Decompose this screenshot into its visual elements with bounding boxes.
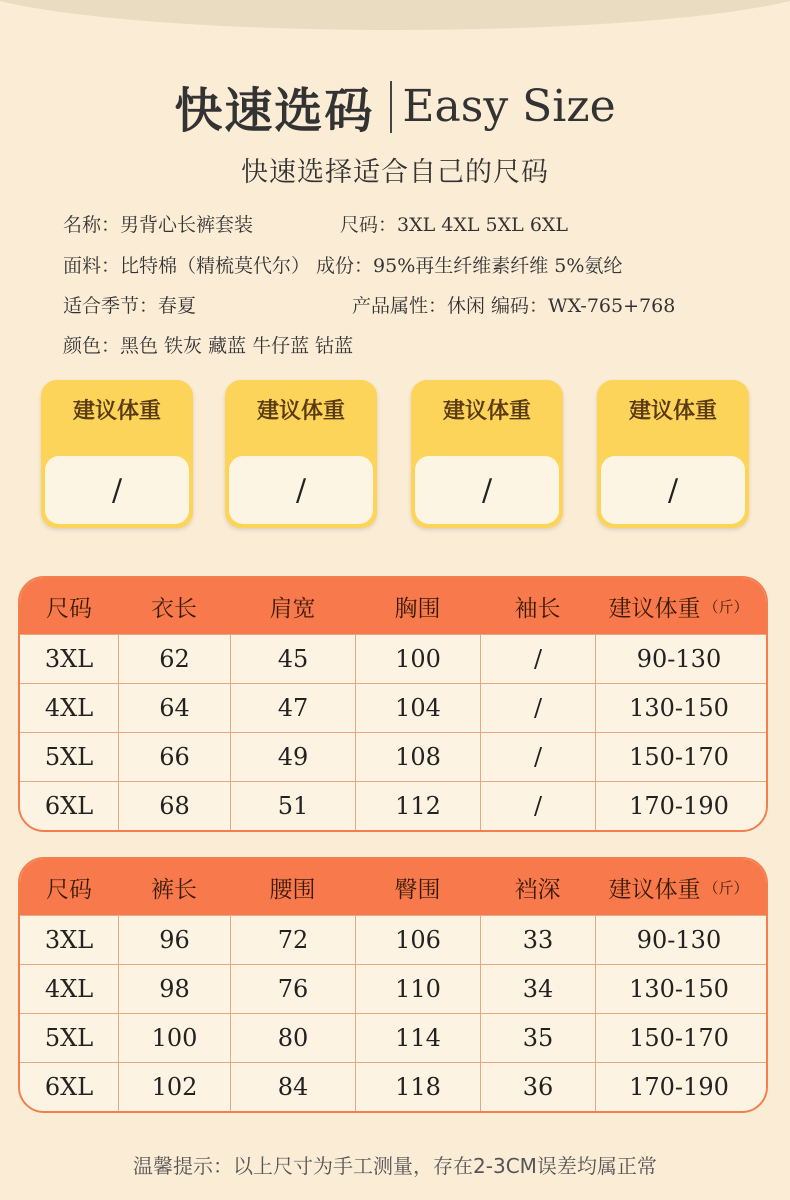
table-cell: /	[480, 782, 595, 830]
table-cell: 104	[355, 684, 480, 732]
weight-card-label: 建议体重	[442, 399, 531, 424]
table-cell: 100	[355, 635, 480, 683]
weight-card	[225, 380, 377, 528]
header-cell: 胸围	[394, 595, 441, 622]
table-cell: 100	[118, 1014, 230, 1062]
table-cell: 5XL	[44, 1024, 94, 1052]
table-cell: 3XL	[44, 926, 94, 954]
table-cell: 90-130	[595, 635, 762, 683]
header-cell-weight	[595, 859, 762, 915]
table-cell: 35	[480, 1014, 595, 1062]
table-cell: 68	[118, 782, 230, 830]
table-cell: 110	[355, 965, 480, 1013]
bottom-size-table	[18, 857, 768, 1113]
header-cell: 尺码	[46, 876, 92, 903]
table-cell: 47	[230, 684, 355, 732]
header-cell: 袖长	[514, 595, 561, 622]
weight-card-label: 建议体重	[628, 399, 717, 424]
table-cell: 130-150	[595, 965, 762, 1013]
header-cell: 肩宽	[269, 595, 316, 622]
table-row	[20, 1013, 766, 1062]
table-cell: 108	[355, 733, 480, 781]
table-cell: 102	[118, 1063, 230, 1111]
header-cell-weight	[595, 578, 762, 634]
weight-card-value: /	[45, 456, 189, 524]
weight-card	[597, 380, 749, 528]
title-english: Easy Size	[402, 81, 616, 132]
top-decoration	[0, 0, 790, 30]
table-row	[20, 915, 766, 964]
table-cell: 66	[118, 733, 230, 781]
weight-card-value: /	[415, 456, 559, 524]
table-cell: 51	[230, 782, 355, 830]
header-cell: 衣长	[151, 595, 197, 622]
table-cell: 80	[230, 1014, 355, 1062]
table-cell: /	[480, 733, 595, 781]
table-cell: 84	[230, 1063, 355, 1111]
table-cell: 114	[355, 1014, 480, 1062]
header-cell: 裆深	[514, 876, 561, 903]
table-cell: 150-170	[595, 1014, 762, 1062]
table-cell: 5XL	[44, 743, 94, 771]
table-row	[20, 964, 766, 1013]
table-cell: /	[480, 684, 595, 732]
table-row	[20, 732, 766, 781]
header-cell: 尺码	[46, 595, 92, 622]
table-row	[20, 1062, 766, 1111]
table-row	[20, 634, 766, 683]
table-row	[20, 683, 766, 732]
table-cell: 36	[480, 1063, 595, 1111]
table-cell: 6XL	[44, 792, 94, 820]
header-cell: 裤长	[151, 876, 197, 903]
page-title	[0, 72, 790, 141]
spec-fabric: 面料：比特棉（精梳莫代尔） 成份：95%再生纤维素纤维 5%氨纶	[63, 255, 623, 277]
table-cell: 72	[230, 916, 355, 964]
weight-card-label: 建议体重	[72, 399, 161, 424]
table-cell: 6XL	[44, 1073, 94, 1101]
table-cell: 96	[118, 916, 230, 964]
spec-colors: 颜色：黑色 铁灰 藏蓝 牛仔蓝 钴蓝	[63, 335, 354, 357]
table-cell: 76	[230, 965, 355, 1013]
table-cell: 4XL	[44, 694, 94, 722]
table-cell: 98	[118, 965, 230, 1013]
weight-card-label: 建议体重	[256, 399, 345, 424]
table-cell: 170-190	[595, 1063, 762, 1111]
spec-sizes: 尺码：3XL 4XL 5XL 6XL	[340, 214, 569, 236]
weight-card-value: /	[601, 456, 745, 524]
table-cell: 49	[230, 733, 355, 781]
table-cell: 33	[480, 916, 595, 964]
spec-name: 名称：男背心长裤套装	[63, 214, 254, 236]
header-weight-unit: （斤）	[703, 597, 749, 616]
table-header-row	[20, 859, 766, 915]
weight-card	[411, 380, 563, 528]
table-cell: 106	[355, 916, 480, 964]
header-weight-label: 建议体重	[608, 876, 701, 903]
table-cell: 118	[355, 1063, 480, 1111]
title-chinese: 快速选码	[174, 83, 375, 139]
header-weight-unit: （斤）	[703, 878, 749, 897]
spec-attributes: 产品属性：休闲 编码：WX-765+768	[352, 295, 676, 317]
table-cell: 90-130	[595, 916, 762, 964]
table-cell: 34	[480, 965, 595, 1013]
header-cell: 臀围	[394, 876, 441, 903]
table-cell: 64	[118, 684, 230, 732]
table-cell: 150-170	[595, 733, 762, 781]
weight-card-value: /	[229, 456, 373, 524]
table-header-row	[20, 578, 766, 634]
table-cell: 170-190	[595, 782, 762, 830]
top-size-table	[18, 576, 768, 832]
measurement-note: 温馨提示：以上尺寸为手工测量，存在2-3CM误差均属正常	[133, 1154, 657, 1178]
table-cell: 4XL	[44, 975, 94, 1003]
table-cell: 3XL	[44, 645, 94, 673]
spec-season: 适合季节：春夏	[63, 295, 197, 317]
table-cell: 62	[118, 635, 230, 683]
table-cell: 45	[230, 635, 355, 683]
weight-card	[41, 380, 193, 528]
table-cell: 112	[355, 782, 480, 830]
table-row	[20, 781, 766, 830]
table-cell: 130-150	[595, 684, 762, 732]
header-cell: 腰围	[269, 876, 316, 903]
table-cell: /	[480, 635, 595, 683]
page-subtitle: 快速选择适合自己的尺码	[241, 157, 549, 188]
title-divider	[390, 81, 392, 133]
header-weight-label: 建议体重	[608, 595, 701, 622]
